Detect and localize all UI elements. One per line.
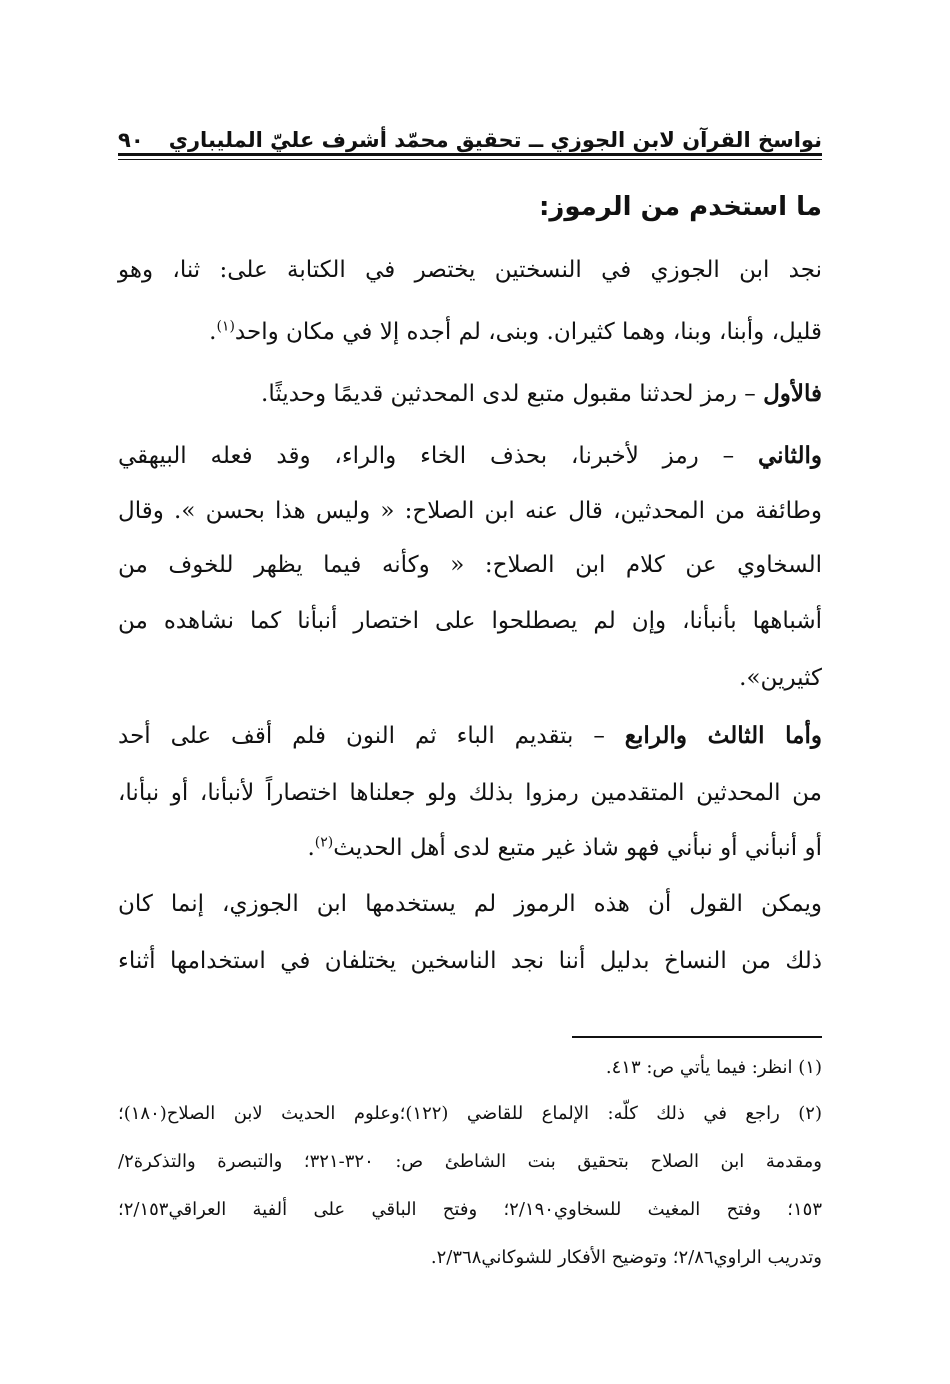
footnote-line: ١٥٣؛ وفتح المغيث للسخاوي٢/١٩٠؛ وفتح الباقي على ألفية العراقي٢/١٥٣؛ — [118, 1199, 822, 1220]
footnote-line: (٢) راجع في ذلك كلّه: الإلماع للقاضي (١٢٢)؛وعلوم الحديث لابن الصلاح(١٨٠)؛ — [118, 1103, 822, 1124]
footnote-line: ومقدمة ابن الصلاح بتحقيق بنت الشاطئ ص: ٣٢٠-٣٢١؛ والتبصرة والتذكرة٢/ — [118, 1151, 822, 1172]
body-line: كثيرين». — [739, 665, 822, 691]
paragraph-lead: والثاني — [757, 442, 822, 469]
body-line: أشباهها بأنبأنا، وإن لم يصطلحوا على اختصار أنبأنا كما نشاهده من — [118, 608, 822, 634]
body-line: من المحدثين المتقدمين رمزوا بذلك ولو جعلناها اختصاراً لأنبأنا، أو نبأنا، — [118, 780, 822, 806]
body-line: وأما الثالث والرابع – بتقديم الباء ثم النون فلم أقف على أحد — [118, 722, 822, 749]
footnote-ref: (٢) — [314, 834, 334, 851]
footnote-line: وتدريب الراوي٢/٨٦؛ وتوضيح الأفكار للشوكاني٢/٣٦٨. — [430, 1247, 822, 1268]
body-line: فالأول – رمز لحدثنا مقبول متبع لدى المحدثين قديمًا وحديثًا. — [261, 380, 822, 407]
footnote-ref: (١) — [216, 318, 235, 335]
footnote-line: (١) انظر: فيما يأتي ص: ٤١٣. — [605, 1057, 822, 1078]
header-rule-thin — [118, 159, 822, 160]
paragraph-lead: وأما الثالث والرابع — [624, 722, 822, 749]
body-line: نجد ابن الجوزي في النسختين يختصر في الكتابة على: ثنا، وهو — [118, 257, 822, 283]
running-header — [118, 112, 822, 152]
body-line: والثاني – رمز لأخبرنا، بحذف الخاء والراء، وقد فعله البيهقي — [118, 442, 822, 469]
body-line: ويمكن القول أن هذه الرموز لم يستخدمها ابن الجوزي، إنما كان — [118, 891, 822, 917]
page-number: ٩٠ — [118, 128, 144, 152]
body-line: قليل، وأبنا، وبنا، وهما كثيران. وبنى، لم أجده إلا في مكان واحد$^{(١)}$. — [209, 318, 822, 345]
footnote-separator — [572, 1036, 822, 1038]
paragraph-lead: فالأول — [763, 380, 822, 407]
body-line: وطائفة من المحدثين، قال عنه ابن الصلاح: « وليس هذا بحسن ». وقال — [118, 498, 822, 524]
body-line: ذلك من النساخ بدليل أننا نجد الناسخين يختلفان في استخدامها أثناء — [118, 948, 822, 974]
section-heading: ما استخدم من الرموز: — [538, 192, 822, 222]
body-line: أو أنبأني أو نبأني فهو شاذ غير متبع لدى أهل الحديث$^{(٢)}$. — [307, 834, 822, 861]
header-rule-thick — [118, 153, 822, 156]
running-title: نواسخ القرآن لابن الجوزي ــ تحقيق محمّد أشرف عليّ المليباري — [168, 128, 822, 152]
body-line: السخاوي عن كلام ابن الصلاح: « وكأنه فيما يظهر للخوف من — [118, 552, 822, 578]
